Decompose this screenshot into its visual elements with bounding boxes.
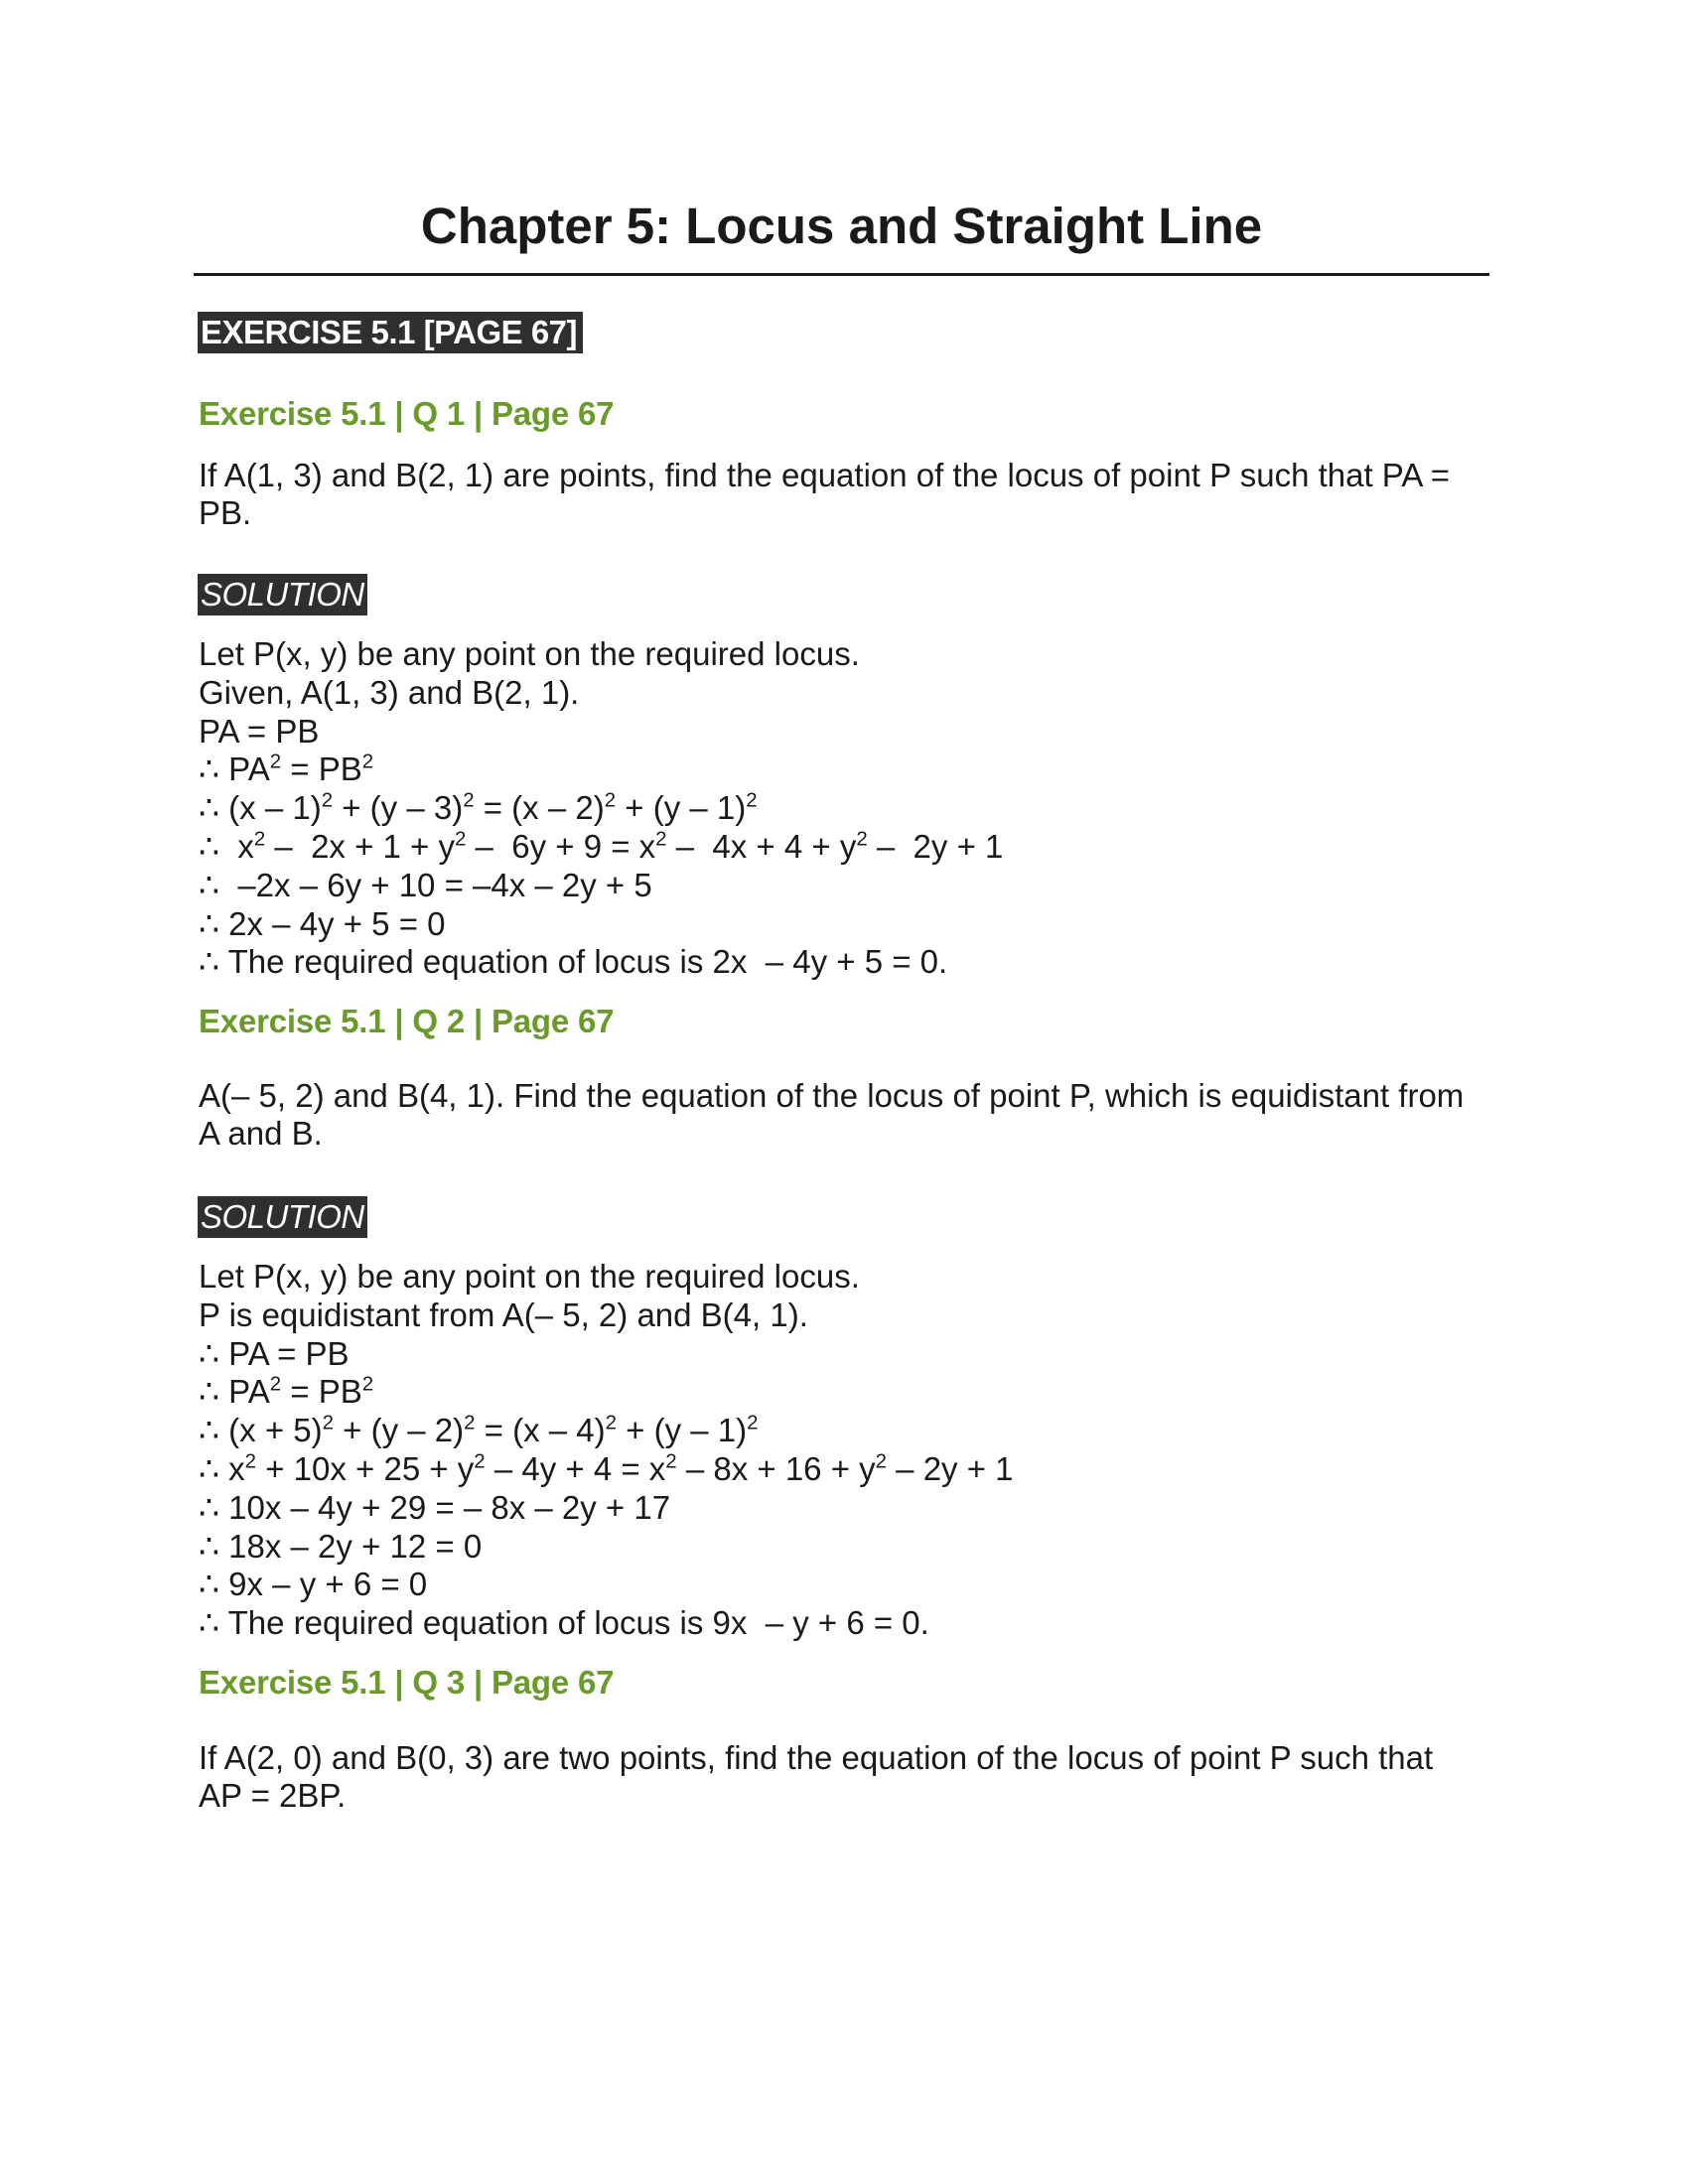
solution-2-line: ∴ $x^2 + 10x + 25 + y^2 - 4y + 4 = x^2 - 8x + 16 + y^2 - 2y + 1$ — [199, 1449, 1014, 1487]
question-text-1 — [199, 457, 1489, 532]
solution-label-1: SOLUTION — [198, 574, 367, 615]
question-text-3-line-2: AP = 2BP. — [199, 1777, 347, 1814]
question-heading-3: Exercise 5.1 | Q 3 | Page 67 — [199, 1664, 615, 1701]
solution-2-line: ∴ The required equation of locus is 9x – y + 6 = 0. — [199, 1604, 929, 1642]
title-divider — [194, 273, 1489, 276]
question-text-2-line-1: A(– 5, 2) and B(4, 1). Find the equation of the locus of point P, which is equidistant from — [199, 1077, 1465, 1114]
solution-2-line: ∴ $(x + 5)^2 + (y - 2)^2 = (x - 4)^2 + (y - 1)^2$ — [199, 1411, 759, 1449]
question-text-1-line-2: PB. — [199, 494, 252, 531]
solution-2-line: ∴ 18x – 2y + 12 = 0 — [199, 1527, 483, 1565]
solution-body-1 — [199, 635, 1489, 982]
solution-1-line: Given, A(1, 3) and B(2, 1). — [199, 673, 580, 711]
solution-2-line: Let P(x, y) be any point on the required locus. — [199, 1258, 860, 1295]
solution-2-line: P is equidistant from A(– 5, 2) and B(4, 1). — [199, 1296, 808, 1333]
solution-label-2: SOLUTION — [198, 1196, 367, 1238]
question-text-1-line-1: If A(1, 3) and B(2, 1) are points, find the equation of the locus of point P such that PA = — [199, 457, 1450, 493]
solution-2-line: ∴ 10x – 4y + 29 = – 8x – 2y + 17 — [199, 1488, 671, 1526]
exercise-banner: EXERCISE 5.1 [PAGE 67] — [198, 312, 583, 353]
solution-1-line: ∴ The required equation of locus is 2x – 4y + 5 = 0. — [199, 943, 948, 981]
solution-1-line: ∴ $x^2 - 2x + 1 + y^2 - 6y + 9 = x^2 - 4x + 4 + y^2 - 2y + 1$ — [199, 827, 1004, 865]
solution-1-line: ∴ (x – 1)$^2$ + (y – 3)$^2$ = (x – 2)$^2$ + (y – 1)$^2$ — [199, 788, 758, 827]
solution-2-line: ∴ $PA^2 = PB^2$ — [199, 1372, 374, 1411]
question-text-2-line-2: A and B. — [199, 1115, 323, 1152]
solution-1-line: PA = PB — [199, 712, 320, 750]
solution-1-line: ∴ 2x – 4y + 5 = 0 — [199, 904, 446, 942]
question-text-2 — [199, 1077, 1489, 1153]
solution-2-line: ∴ PA = PB — [199, 1334, 350, 1372]
solution-2-line: ∴ 9x – y + 6 = 0 — [199, 1566, 428, 1603]
question-heading-1: Exercise 5.1 | Q 1 | Page 67 — [199, 395, 615, 432]
question-heading-2: Exercise 5.1 | Q 2 | Page 67 — [199, 1003, 615, 1039]
solution-1-line: ∴ $PA^2 = PB^2$ — [199, 750, 374, 788]
chapter-title: Chapter 5: Locus and Straight Line — [420, 198, 1263, 254]
solution-body-2 — [199, 1258, 1489, 1643]
question-text-3-line-1: If A(2, 0) and B(0, 3) are two points, find the equation of the locus of point P such that — [199, 1739, 1434, 1776]
question-text-3 — [199, 1739, 1489, 1815]
solution-1-line: Let P(x, y) be any point on the required locus. — [199, 635, 860, 672]
solution-1-line: ∴ –2x – 6y + 10 = –4x – 2y + 5 — [199, 866, 652, 903]
